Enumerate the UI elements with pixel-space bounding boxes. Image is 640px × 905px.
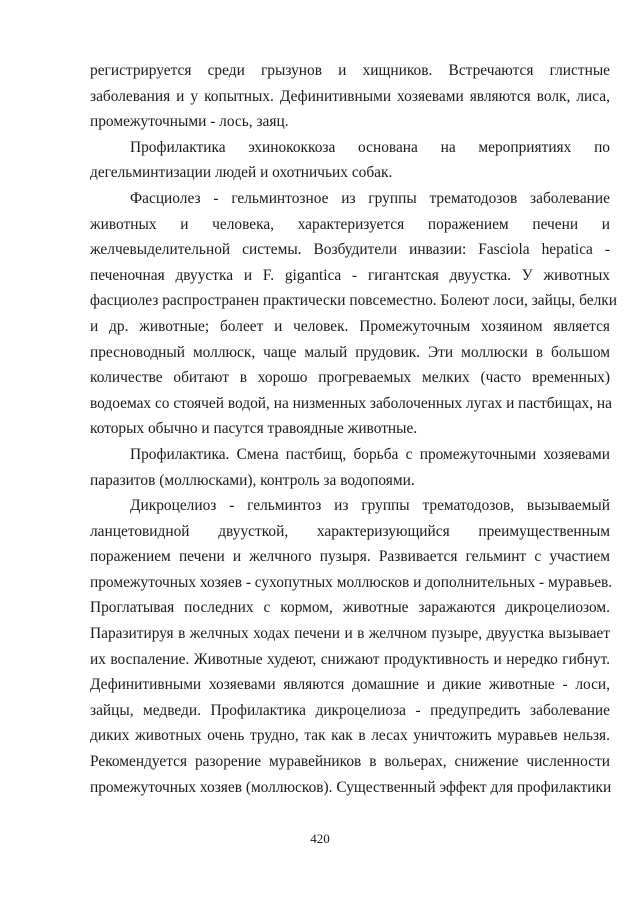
text-line: фасциолез распространен практически повсеместно. Болеют лоси, зайцы, белки	[90, 292, 617, 310]
text-line: животных и человека, характеризуется поражением печени и	[90, 215, 610, 233]
paragraph	[90, 58, 610, 135]
text-line: дегельминтизации людей и охотничьих собак.	[90, 164, 393, 182]
text-line: промежуточных хозяев - сухопутных моллюсков и дополнительных - муравьев.	[90, 573, 613, 591]
text-line: Профилактика. Смена пастбищ, борьба с промежуточными хозяевами	[130, 445, 610, 463]
text-line: Проглатывая последних с кормом, животные заражаются дикроцелиозом.	[90, 599, 610, 617]
text-line: Дикроцелиоз - гельминтоз из группы трематодозов, вызываемый	[130, 497, 610, 515]
text-line: ланцетовидной двуусткой, характеризующийся преимущественным	[90, 522, 610, 540]
paragraph	[90, 493, 613, 800]
paragraph	[90, 442, 610, 493]
text-line: промежуточных хозяев (моллюсков). Существенный эффект для профилактики	[90, 778, 612, 796]
text-line: водоемах со стоячей водой, на низменных заболоченных лугах и пастбищах, на	[90, 394, 612, 412]
text-line: Дефинитивными хозяевами являются домашние и дикие животные - лоси,	[90, 676, 610, 694]
text-line: Паразитируя в желчных ходах печени и в желчном пузыре, двуустка вызывает	[90, 625, 610, 643]
text-line: Рекомендуется разорение муравейников в вольерах, снижение численности	[90, 753, 610, 771]
paragraph	[90, 135, 610, 186]
text-line: пресноводный моллюск, чаще малый прудовик. Эти моллюски в большом	[90, 343, 610, 361]
text-line: регистрируется среди грызунов и хищников. Встречаются глистные	[90, 62, 610, 79]
text-line: количестве обитают в хорошо прогреваемых мелких (часто временных)	[90, 369, 610, 387]
text-line: промежуточными - лось, заяц.	[90, 113, 289, 131]
text-line: их воспаление. Животные худеют, снижают продуктивность и нередко гибнут.	[90, 650, 610, 668]
text-line: и др. животные; болеет и человек. Промежуточным хозяином является	[90, 317, 610, 335]
text-line: Профилактика эхинококкоза основана на мероприятиях по	[130, 138, 610, 156]
paragraph	[90, 186, 617, 442]
text-line: поражением печени и желчного пузыря. Развивается гельминт с участием	[90, 548, 610, 566]
text-line: паразитов (моллюсками), контроль за водопоями.	[90, 471, 415, 489]
body-text	[90, 58, 617, 800]
text-line: которых обычно и пасутся травоядные животные.	[90, 420, 418, 438]
text-line: зайцы, медведи. Профилактика дикроцелиоза - предупредить заболевание	[90, 701, 610, 719]
text-line: печеночная двуустка и F. gigantica - гигантская двуустка. У животных	[90, 266, 610, 284]
text-line: заболевания и у копытных. Дефинитивными хозяевами являются волк, лиса,	[90, 87, 610, 105]
text-line: желчевыделительной системы. Возбудители инвазии: Fasciola hepatica -	[90, 241, 610, 259]
text-line: Фасциолез - гельминтозное из группы трематодозов заболевание	[130, 189, 610, 207]
page-number: 420	[310, 831, 330, 846]
text-line: диких животных очень трудно, так как в лесах уничтожить муравьев нельзя.	[90, 727, 610, 745]
